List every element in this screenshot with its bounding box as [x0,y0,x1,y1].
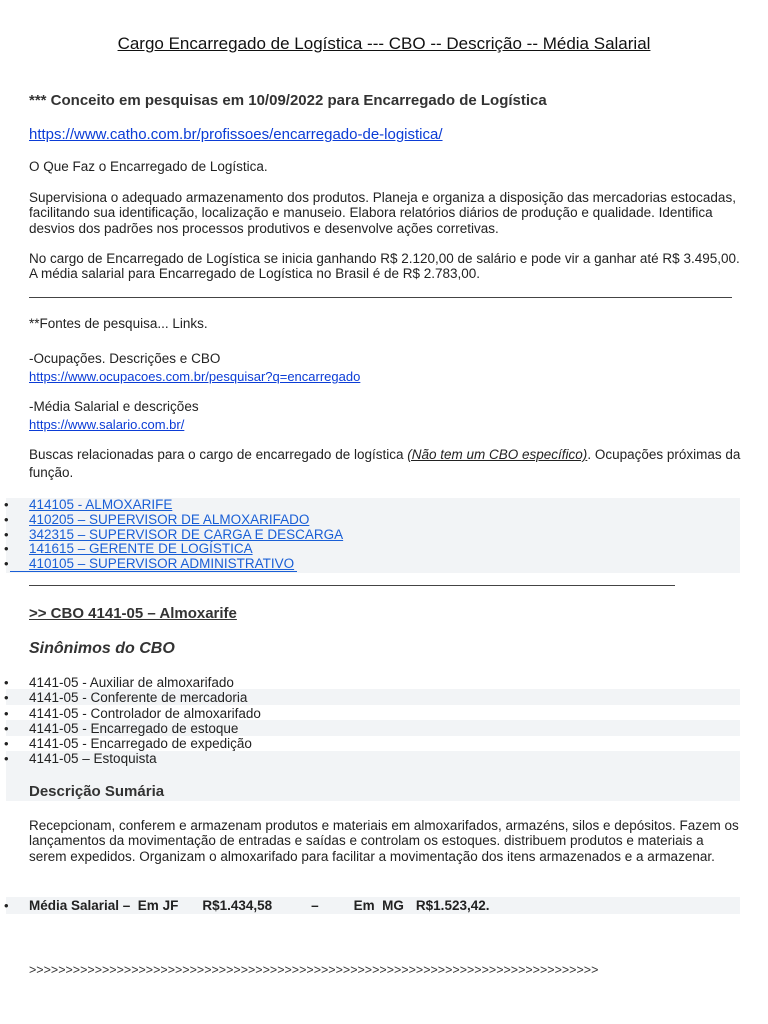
list-item[interactable] [0,513,740,528]
salary-period: . [485,898,490,913]
divider-line [29,297,732,298]
concept-heading: *** Conceito em pesquisas em 10/09/2022 para Encarregado de Logística [29,92,547,109]
document-title: Cargo Encarregado de Logística --- CBO -- Descrição -- Média Salarial [117,34,651,53]
related-searches-paragraph [29,446,741,482]
related-text-after: . Ocupações próximas da função. [29,447,741,480]
list-item: • 4141-05 – Estoquista [0,751,740,766]
divider-line [29,585,675,586]
salary-paragraph: No cargo de Encarregado de Logística se inicia ganhando R$ 2.120,00 de salário e pode vir a ganhar até R$ 3.495,00. A média salarial para Encarregado de Logística no Brasil é de R$ 2.783,00. [29,251,740,282]
catho-link[interactable]: https://www.catho.com.br/profissoes/encarregado-de-logistica/ [29,126,443,143]
list-item[interactable] [0,557,740,572]
list-item[interactable] [0,542,740,557]
link-underline [10,571,297,572]
list-item: • 4141-05 - Conferente de mercadoria [0,690,740,705]
synonyms-heading: Sinônimos do CBO [29,640,175,657]
occupation-link[interactable]: 410105 – SUPERVISOR ADMINISTRATIVO [29,556,295,572]
salary-mg-label: Em MG [353,898,404,913]
list-item[interactable] [0,498,740,513]
list-item: • 4141-05 - Encarregado de estoque [0,721,740,736]
salary-mg-value: R$1.523,42 [415,898,486,913]
supervision-paragraph: Supervisiona o adequado armazenamento dos produtos. Planeja e organiza a disposição das mercadorias estocadas, facilitando sua identificação, localização e manuseio. Elabora relatórios diários de produção e qualidade. Identifica desvios dos padrões nos processos produtivos e desenvolve ações corretivas. [29,190,736,236]
no-specific-cbo-note: (Não tem um CBO específico) [407,447,588,462]
salary-jf-value: R$1.434,58 [202,898,273,913]
what-does-heading: O Que Faz o Encarregado de Logística. [29,159,268,174]
occupation-link[interactable]: 141615 – GERENTE DE LOGÍSTICA [29,541,253,557]
list-item: • 4141-05 - Controlador de almoxarifado [0,706,740,721]
salary-separator: – [311,898,319,913]
occupation-link[interactable]: 342315 – SUPERVISOR DE CARGA E DESCARGA [29,526,344,542]
ocupacoes-link[interactable]: https://www.ocupacoes.com.br/pesquisar?q=encarregado [29,369,361,384]
list-item[interactable] [0,528,740,543]
arrow-separator: >>>>>>>>>>>>>>>>>>>>>>>>>>>>>>>>>>>>>>>>>>>>>>>>>>>>>>>>>>>>>>>>>>>>>>>>>>>>>> [29,963,599,977]
salary-label: Média Salarial – Em JF [29,898,179,913]
occupations-list [0,498,740,572]
sources-heading: **Fontes de pesquisa... Links. [29,316,208,331]
salario-link[interactable]: https://www.salario.com.br/ [29,417,185,432]
cbo-heading: >> CBO 4141-05 – Almoxarife [29,605,237,622]
ocupacoes-label: -Ocupações. Descrições e CBO [29,351,221,366]
related-text-before: Buscas relacionadas para o cargo de encarregado de logística [29,447,408,462]
salario-label: -Média Salarial e descrições [29,399,199,414]
summary-heading: Descrição Sumária [29,783,165,800]
bullet-icon: • [4,898,9,913]
occupation-link[interactable]: 414105 - ALMOXARIFE [29,497,173,512]
list-item: • 4141-05 - Encarregado de expedição [0,736,740,751]
summary-paragraph: Recepcionam, conferem e armazenam produtos e materiais em almoxarifados, armazéns, silos e depósitos. Fazem os lançamentos da movimentação de entradas e saídas e controlam os estoques. distribuem produtos e materiais a serem expedidos. Organizam o almoxarifado para facilitar a movimentação dos itens armazenados e a armazenar. [29,818,739,864]
synonyms-list [0,675,740,767]
occupation-link[interactable]: 410205 – SUPERVISOR DE ALMOXARIFADO [29,511,310,527]
salary-bullet [29,898,490,913]
list-item: • 4141-05 - Auxiliar de almoxarifado [0,675,740,690]
